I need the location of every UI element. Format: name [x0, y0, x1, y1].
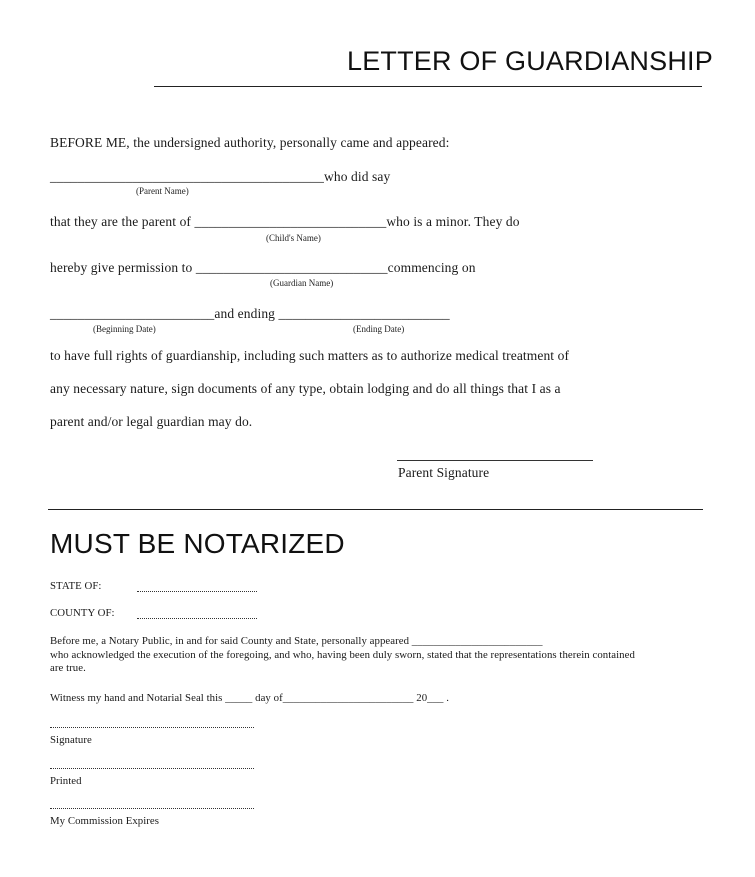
- parent-name-line: [50, 169, 390, 185]
- rights-paragraph-line-3: parent and/or legal guardian may do.: [50, 414, 253, 429]
- commission-expires-line[interactable]: [50, 808, 254, 809]
- year-blank[interactable]: ___: [427, 692, 444, 704]
- rights-paragraph-line-2: any necessary nature, sign documents of any type, obtain lodging and do all things that I as a: [50, 381, 561, 396]
- witness-day-text: day of: [255, 692, 283, 704]
- line3-head: hereby give permission to: [50, 260, 193, 275]
- line2-tail: who is a minor. They do: [386, 214, 520, 229]
- notary-signature-label: Signature: [50, 734, 92, 746]
- child-name-blank[interactable]: ____________________________: [194, 214, 387, 229]
- notary-signature-line[interactable]: [50, 727, 254, 728]
- parent-name-label: (Parent Name): [136, 186, 189, 196]
- appeared-blank[interactable]: ________________________: [411, 635, 543, 647]
- guardian-name-label: (Guardian Name): [270, 278, 334, 288]
- month-blank[interactable]: ________________________: [282, 692, 414, 704]
- acknowledged-line-2: are true.: [50, 662, 86, 674]
- state-blank[interactable]: [137, 591, 257, 592]
- state-label: STATE OF:: [50, 580, 102, 592]
- witness-year-text: 20: [416, 692, 428, 704]
- witness-end: .: [446, 692, 450, 704]
- intro-text: BEFORE ME, the undersigned authority, personally came and appeared:: [50, 135, 450, 150]
- parent-signature-label: Parent Signature: [398, 465, 490, 480]
- dates-line: [50, 306, 450, 322]
- before-me-line: [50, 635, 543, 647]
- document-title: LETTER OF GUARDIANSHIP: [347, 46, 713, 76]
- beginning-date-label: (Beginning Date): [93, 324, 156, 334]
- child-name-label: (Child's Name): [266, 233, 321, 243]
- witness-line: [50, 692, 449, 704]
- notary-printed-line[interactable]: [50, 768, 254, 769]
- notary-heading: MUST BE NOTARIZED: [50, 528, 345, 559]
- beginning-date-blank[interactable]: ________________________: [50, 306, 215, 321]
- title-underline: [154, 86, 702, 87]
- child-name-line: [50, 214, 520, 230]
- line4-mid: and ending: [214, 306, 276, 321]
- line2-head: that they are the parent of: [50, 214, 192, 229]
- line1-tail: who did say: [324, 169, 391, 184]
- rights-paragraph-line-1: to have full rights of guardianship, including such matters as to authorize medical treatment of: [50, 348, 570, 363]
- before-me-text: Before me, a Notary Public, in and for said County and State, personally appeared: [50, 635, 410, 647]
- parent-name-blank[interactable]: ________________________________________: [50, 169, 324, 184]
- guardian-name-line: [50, 260, 476, 276]
- county-blank[interactable]: [137, 618, 257, 619]
- county-label: COUNTY OF:: [50, 607, 115, 619]
- acknowledged-line-1: who acknowledged the execution of the foregoing, and who, having been duly sworn, stated that the representations therein contained: [50, 649, 635, 661]
- ending-date-label: (Ending Date): [353, 324, 405, 334]
- line3-tail: commencing on: [387, 260, 476, 275]
- commission-expires-label: My Commission Expires: [50, 815, 160, 827]
- section-divider: [48, 509, 703, 510]
- parent-signature-line[interactable]: [397, 460, 593, 461]
- ending-date-blank[interactable]: _________________________: [278, 306, 450, 321]
- guardian-name-blank[interactable]: ____________________________: [195, 260, 388, 275]
- day-blank[interactable]: _____: [225, 692, 253, 704]
- witness-head: Witness my hand and Notarial Seal this: [50, 692, 223, 704]
- notary-printed-label: Printed: [50, 775, 82, 787]
